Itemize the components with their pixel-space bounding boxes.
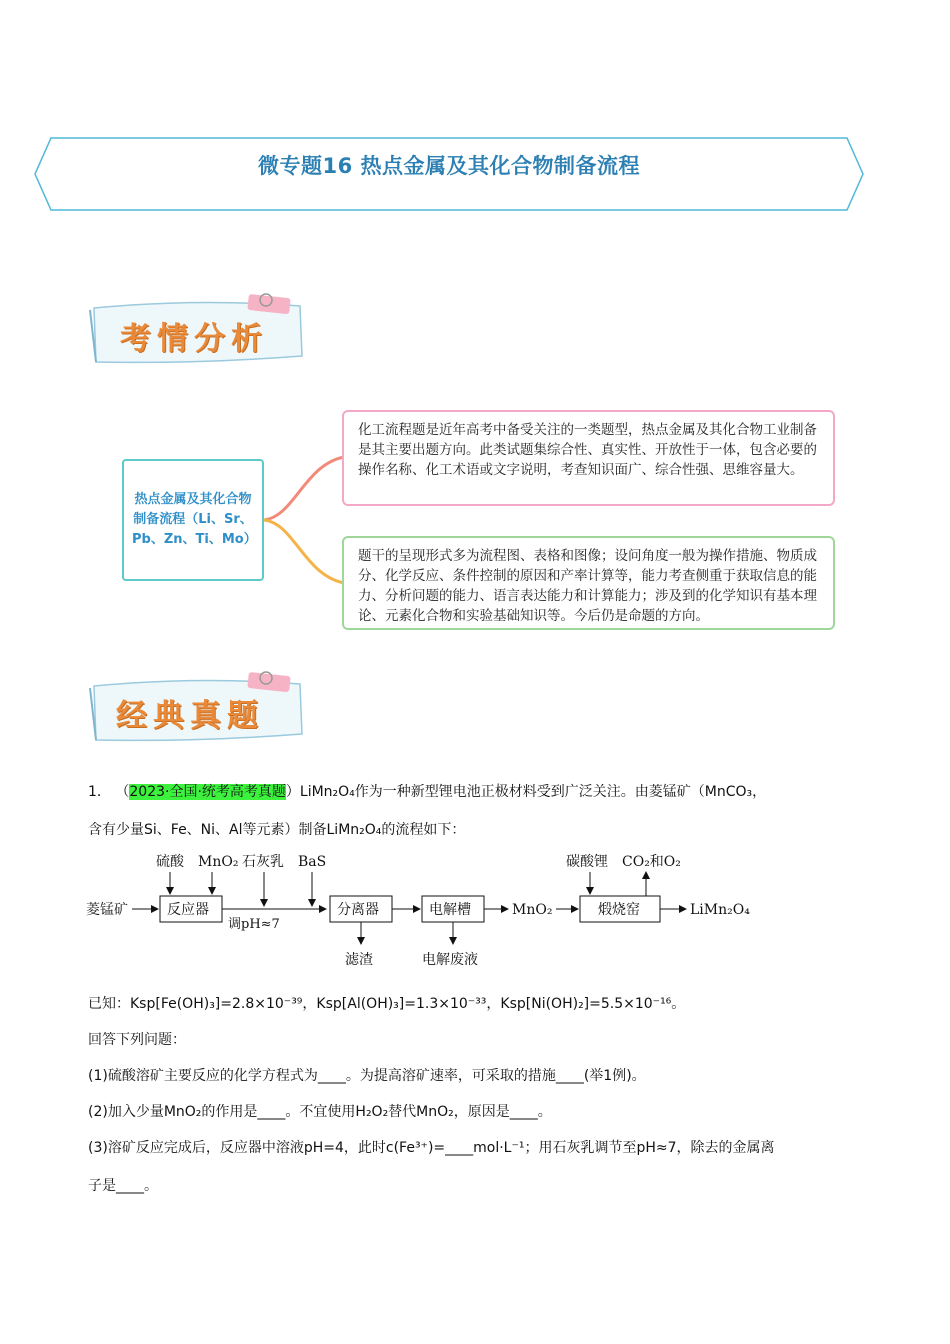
question-sub-2: (2)加入少量MnO₂的作用是____。不宜使用H₂O₂替代MnO₂，原因是____。 [88, 1104, 552, 1120]
question-sub-3b: 子是____。 [88, 1178, 158, 1194]
flow-residue: 滤渣 [345, 952, 373, 968]
question-source: 2023·全国·统考高考真题 [129, 784, 286, 800]
question-line-1: 1． （2023·全国·统考高考真题）LiMn₂O₄作为一种新型锂电池正极材料受到广泛关注。由菱锰矿（MnCO₃， [88, 784, 767, 800]
question-sub-1: (1)硫酸溶矿主要反应的化学方程式为____。为提高溶矿速率，可采取的措施____(举1例)。 [88, 1068, 646, 1084]
flow-kiln: 煅烧窑 [598, 902, 640, 918]
question-stem-1: LiMn₂O₄作为一种新型锂电池正极材料受到广泛关注。由菱锰矿（MnCO₃， [299, 784, 767, 800]
flow-start: 菱锰矿 [86, 902, 128, 918]
flow-end: LiMn₂O₄ [690, 902, 750, 918]
flow-input-bas: BaS [298, 854, 327, 870]
classic-badge: 经典真题 [116, 698, 264, 734]
question-sub-3a: (3)溶矿反应完成后，反应器中溶液pH=4，此时c(Fe³⁺)=____mol·L⁻¹；用石灰乳调节至pH≈7，除去的金属离 [88, 1140, 775, 1156]
flow-electrolyzer: 电解槽 [429, 902, 471, 918]
flow-input-lime: 石灰乳 [242, 854, 284, 870]
question-prompt: 回答下列问题： [88, 1032, 186, 1048]
mindmap-center-node: 热点金属及其化合物制备流程（Li、Sr、Pb、Zn、Ti、Mo） [122, 459, 264, 581]
flow-input-sulfuric: 硫酸 [156, 854, 184, 870]
flow-separator: 分离器 [337, 902, 379, 918]
flow-adjust-ph: 调pH≈7 [228, 917, 280, 932]
mindmap-branch-1: 化工流程题是近年高考中备受关注的一类题型，热点金属及其化合物工业制备是其主要出题方向。此类试题集综合性、真实性、开放性于一体，包含必要的操作名称、化工术语或文字说明，考查知识面广、综合性强、思维容量大。 [342, 410, 835, 506]
flow-input-mno2: MnO₂ [198, 854, 239, 870]
flow-waste: 电解废液 [422, 952, 478, 968]
question-known: 已知：Ksp[Fe(OH)₃]=2.8×10⁻³⁹，Ksp[Al(OH)₃]=1.3×10⁻³³，Ksp[Ni(OH)₂]=5.5×10⁻¹⁶。 [88, 996, 686, 1012]
flow-mid-product: MnO₂ [512, 902, 553, 918]
flow-reactor: 反应器 [167, 902, 209, 918]
process-flowchart [84, 846, 784, 970]
flow-li-source: 碳酸锂 [566, 854, 608, 870]
flow-gas-out: CO₂和O₂ [622, 854, 681, 870]
mindmap-branch-2: 题干的呈现形式多为流程图、表格和图像；设问角度一般为操作措施、物质成分、化学反应、条件控制的原因和产率计算等，能力考查侧重于获取信息的能力、分析问题的能力、语言表达能力和计算能力；涉及到的化学知识有基本理论、元素化合物和实验基础知识等。今后仍是命题的方向。 [342, 536, 835, 630]
analysis-badge: 考情分析 [120, 321, 268, 357]
question-number: 1． [88, 784, 111, 800]
mindmap-connector [264, 455, 344, 585]
question-stem-2: 含有少量Si、Fe、Ni、Al等元素）制备LiMn₂O₄的流程如下： [88, 822, 466, 838]
page-title: 微专题16 热点金属及其化合物制备流程 [257, 154, 641, 178]
